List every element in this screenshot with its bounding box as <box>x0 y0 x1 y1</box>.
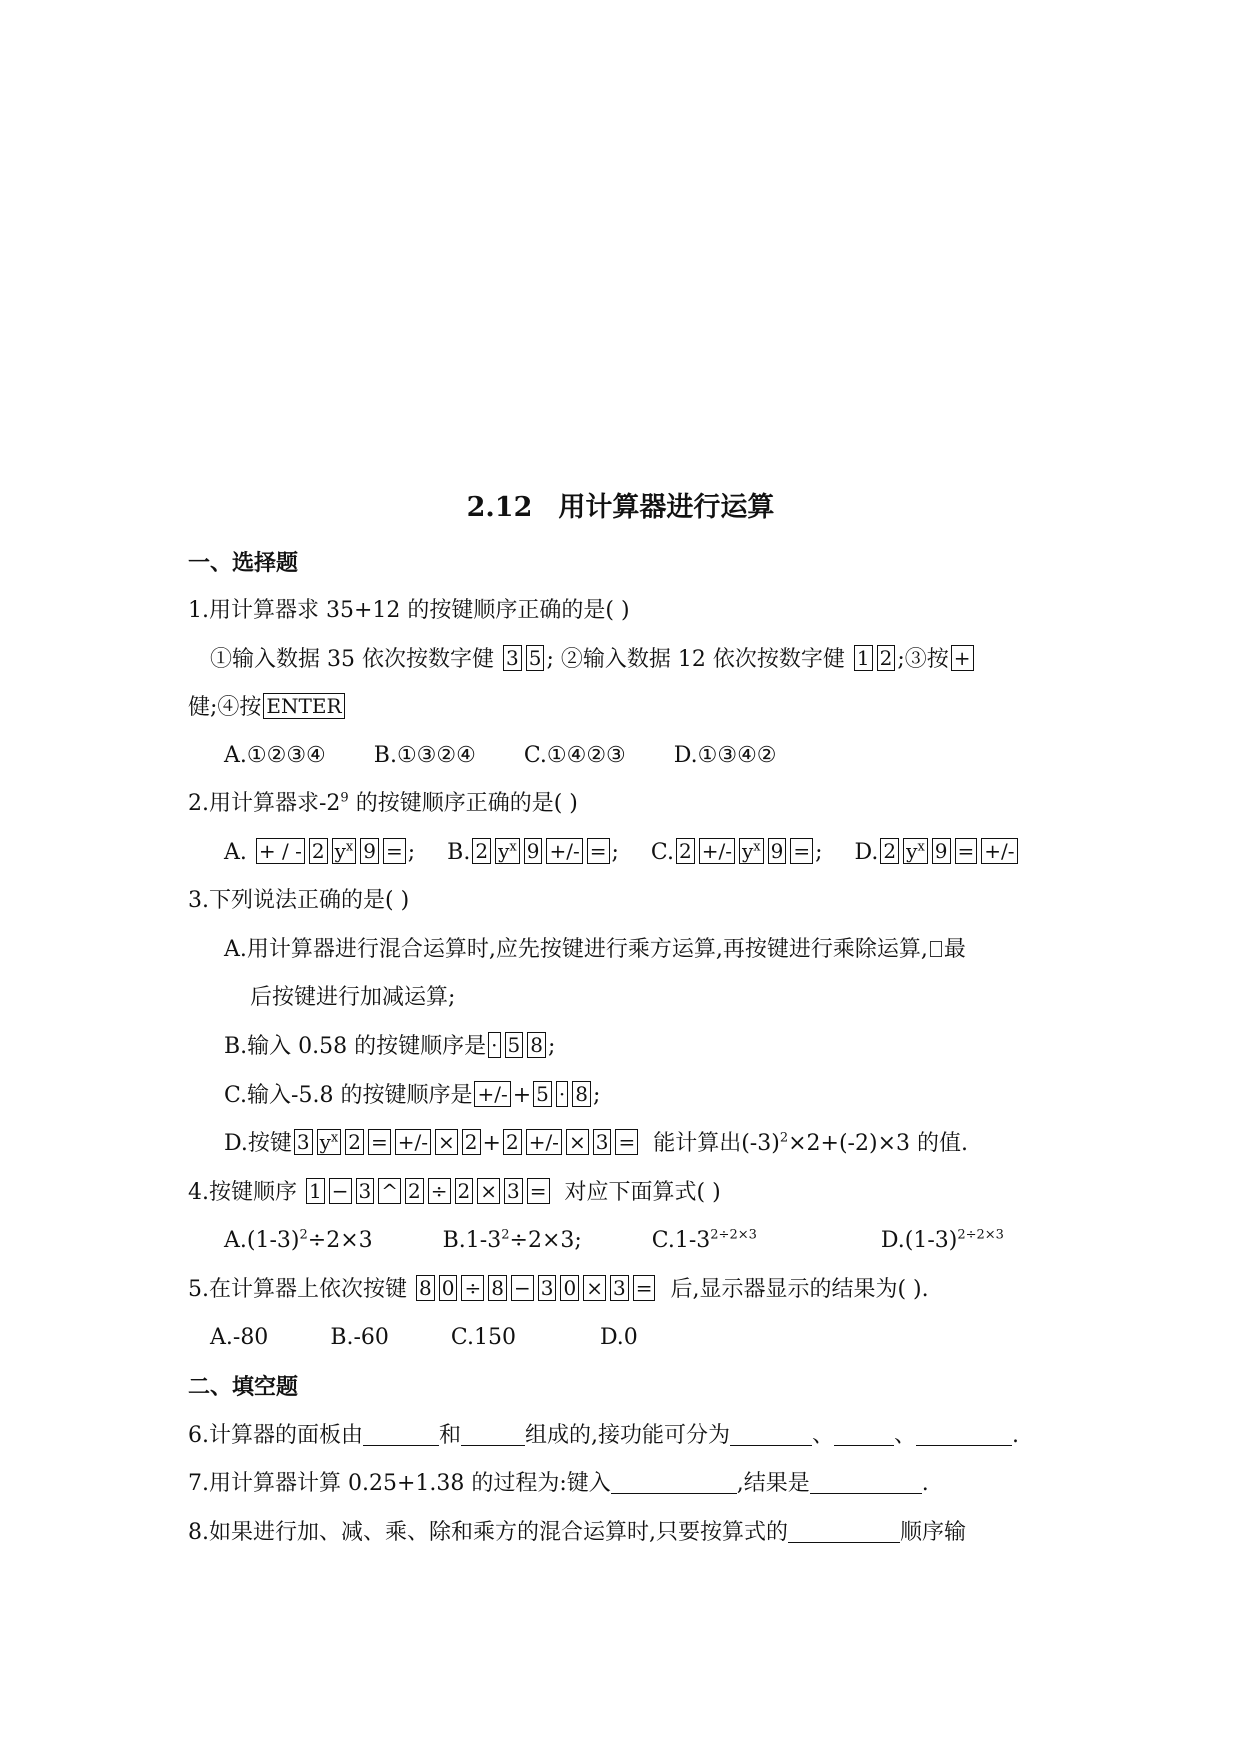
q5-stem-post: 后,显示器显示的结果为( ). <box>670 1277 929 1302</box>
key-2: 2 <box>503 1129 522 1155</box>
title-text: 用计算器进行运算 <box>558 492 775 523</box>
q3-c-end: ; <box>593 1083 601 1108</box>
q3-option-b <box>224 1032 555 1062</box>
q5-option-d: D.0 <box>599 1325 638 1350</box>
key-plus-minus: +/- <box>546 838 582 864</box>
q7 <box>188 1469 929 1499</box>
q1-stem: 1.用计算器求 35+12 的按键顺序正确的是( ) <box>188 598 630 623</box>
key-dot: · <box>556 1081 568 1107</box>
key-minus: − <box>329 1178 352 1204</box>
key-divide: ÷ <box>461 1275 484 1301</box>
q3-d-sup: 2 <box>779 1130 789 1146</box>
key-times: × <box>583 1275 606 1301</box>
q6-text-4: 、 <box>812 1423 835 1448</box>
section-fill-blank: 二、填空题 <box>188 1374 299 1400</box>
q4-option-c: $C.1-3^{2\div 2\times 3}$ <box>651 1227 757 1253</box>
q8-text-2: 顺序输 <box>900 1520 967 1545</box>
q2-options <box>224 838 1020 868</box>
key-y-power: $y^x$ <box>317 1129 342 1155</box>
q4-stem-pre: 4.按键顺序 <box>188 1180 297 1205</box>
key-2: 2 <box>345 1129 364 1155</box>
key-caret: ^ <box>378 1178 401 1204</box>
q5-option-c: C.150 <box>450 1325 516 1350</box>
answer-blank[interactable] <box>730 1423 812 1446</box>
key-3: 3 <box>610 1275 629 1301</box>
q1-step2: ; ②输入数据 12 依次按数字健 <box>546 647 845 672</box>
q2-a-label: A. <box>224 840 247 865</box>
key-divide: ÷ <box>428 1178 451 1204</box>
q1-step4: 健;④按 <box>188 695 262 720</box>
q1-step1: ①输入数据 35 依次按数字健 <box>210 647 494 672</box>
key-plus-minus: +/- <box>395 1129 431 1155</box>
key-times: × <box>477 1178 500 1204</box>
q1-option-a: A.①②③④ <box>224 743 326 768</box>
q2-c-label: C. <box>650 840 674 865</box>
key-equals: = <box>615 1129 638 1155</box>
key-enter: ENTER <box>263 693 344 719</box>
q2-stem-pre: 2.用计算器求-2 <box>188 791 341 816</box>
q6-text-2: 和 <box>439 1423 462 1448</box>
key-8: 8 <box>527 1032 546 1058</box>
q6-text-1: 6.计算器的面板由 <box>188 1423 363 1448</box>
key-equals: = <box>790 838 813 864</box>
q6-text-6: . <box>1012 1423 1020 1448</box>
key-y-power: $y^x$ <box>495 838 520 864</box>
key-equals: = <box>955 838 978 864</box>
key-9: 9 <box>768 838 787 864</box>
key-y-power: $y^x$ <box>903 838 928 864</box>
q3-option-a-line2: 后按键进行加减运算; <box>250 985 456 1010</box>
separator: ; <box>815 840 823 865</box>
key-3: 3 <box>294 1129 313 1155</box>
q3-b-text: B.输入 0.58 的按键顺序是 <box>224 1034 487 1059</box>
q3-d-post: 能计算出(-3) <box>653 1131 780 1156</box>
separator: ; <box>611 840 619 865</box>
q6 <box>188 1421 1019 1451</box>
separator: ; <box>407 840 416 865</box>
answer-blank[interactable] <box>834 1423 894 1446</box>
section-choice: 一、选择题 <box>188 550 299 576</box>
key-plus-minus: +/- <box>699 838 735 864</box>
key-minus: − <box>511 1275 534 1301</box>
page-title <box>0 490 1241 526</box>
q3-option-c <box>224 1081 600 1111</box>
answer-blank[interactable] <box>611 1471 737 1494</box>
q7-text-1: 7.用计算器计算 0.25+1.38 的过程为:键入 <box>188 1471 611 1496</box>
key-5: 5 <box>533 1081 552 1107</box>
key-2: 2 <box>309 838 328 864</box>
q4-stem <box>188 1178 721 1208</box>
key-y-power: $y^x$ <box>739 838 764 864</box>
key-y-power: $y^x$ <box>332 838 357 864</box>
key-9: 9 <box>932 838 951 864</box>
missing-glyph-box <box>930 941 942 957</box>
q5-option-b: B.-60 <box>330 1325 389 1350</box>
key-plus: + <box>951 645 974 671</box>
q1-option-d: D.①③④② <box>673 743 777 768</box>
answer-blank[interactable] <box>788 1520 900 1543</box>
key-0: 0 <box>560 1275 579 1301</box>
key-times: × <box>566 1129 589 1155</box>
q1-option-c: C.①④②③ <box>523 743 626 768</box>
q3-b-end: ; <box>547 1034 556 1059</box>
key-2: 2 <box>472 838 491 864</box>
key-equals: = <box>527 1178 550 1204</box>
key-2: 2 <box>880 838 899 864</box>
key-times: × <box>435 1129 458 1155</box>
key-9: 9 <box>360 838 379 864</box>
key-plus-minus: +/- <box>474 1081 510 1107</box>
key-1: 1 <box>306 1178 325 1204</box>
q4-option-a: $A.(1-3)^2\div 2\times 3$ <box>224 1227 373 1253</box>
q6-text-5: 、 <box>894 1423 917 1448</box>
answer-blank[interactable] <box>810 1471 922 1494</box>
q3-option-a-line1 <box>224 935 966 965</box>
q2-stem-sup: 9 <box>340 790 349 806</box>
q1-options <box>224 741 777 771</box>
plus-sign: + <box>512 1083 532 1108</box>
q4-option-b: $B.1-3^2\div 2\times 3$; <box>442 1227 582 1253</box>
q1-steps-line2 <box>188 693 347 723</box>
q6-text-3: 组成的,接功能可分为 <box>525 1423 731 1448</box>
q4-option-d: $D.(1-3)^{2\div 2\times 3}$ <box>880 1227 1004 1253</box>
q5-stem <box>188 1275 929 1305</box>
q3-a-text: A.用计算器进行混合运算时,应先按键进行乘方运算,再按键进行乘除运算, <box>224 937 928 962</box>
key-2: 2 <box>877 645 896 671</box>
q8-text-1: 8.如果进行加、减、乘、除和乘方的混合运算时,只要按算式的 <box>188 1520 788 1545</box>
q7-text-3: . <box>921 1471 929 1496</box>
q7-text-2: ,结果是 <box>736 1471 810 1496</box>
key-9: 9 <box>524 838 543 864</box>
plus-sign: + <box>482 1131 501 1156</box>
q2-stem <box>188 789 578 819</box>
key-plus-minus: + / - <box>256 838 305 864</box>
key-equals: = <box>633 1275 656 1301</box>
key-2: 2 <box>405 1178 424 1204</box>
key-3: 3 <box>503 645 522 671</box>
key-3: 3 <box>593 1129 612 1155</box>
key-3: 3 <box>356 1178 375 1204</box>
title-number: 2.12 <box>466 492 533 523</box>
key-plus-minus: +/- <box>526 1129 562 1155</box>
key-1: 1 <box>854 645 873 671</box>
key-plus-minus: +/- <box>981 838 1017 864</box>
key-2: 2 <box>676 838 695 864</box>
key-8: 8 <box>572 1081 591 1107</box>
q3-option-d <box>224 1129 968 1159</box>
q3-stem: 3.下列说法正确的是( ) <box>188 888 410 913</box>
q2-d-label: D. <box>854 840 879 865</box>
key-equals: = <box>587 838 610 864</box>
q3-c-text: C.输入-5.8 的按键顺序是 <box>224 1083 473 1108</box>
key-equals: = <box>383 838 406 864</box>
q5-option-a: A.-80 <box>210 1325 269 1350</box>
q1-option-b: B.①③②④ <box>373 743 476 768</box>
q2-b-label: B. <box>447 840 471 865</box>
q4-stem-post: 对应下面算式( ) <box>564 1180 721 1205</box>
key-2: 2 <box>462 1129 481 1155</box>
q5-stem-pre: 5.在计算器上依次按键 <box>188 1277 407 1302</box>
answer-blank[interactable] <box>916 1423 1012 1446</box>
q2-stem-post: 的按键顺序正确的是( ) <box>348 791 578 816</box>
key-5: 5 <box>526 645 545 671</box>
q4-options <box>224 1226 1004 1256</box>
answer-blank[interactable] <box>363 1423 439 1446</box>
q3-d-post2: ×2+(-2)×3 的值. <box>788 1131 968 1156</box>
key-dot: · <box>488 1032 500 1058</box>
key-3: 3 <box>504 1178 523 1204</box>
q3-a-text-tail: 最 <box>943 937 966 962</box>
key-8: 8 <box>416 1275 435 1301</box>
q1-steps-line1 <box>210 645 976 675</box>
key-equals: = <box>368 1129 391 1155</box>
key-3: 3 <box>538 1275 557 1301</box>
key-0: 0 <box>439 1275 458 1301</box>
key-2: 2 <box>455 1178 474 1204</box>
key-5: 5 <box>505 1032 524 1058</box>
q5-options <box>210 1323 638 1353</box>
answer-blank[interactable] <box>461 1423 525 1446</box>
q8 <box>188 1518 966 1548</box>
q3-d-text: D.按键 <box>224 1131 292 1156</box>
q1-step3: ;③按 <box>897 647 949 672</box>
key-8: 8 <box>488 1275 507 1301</box>
